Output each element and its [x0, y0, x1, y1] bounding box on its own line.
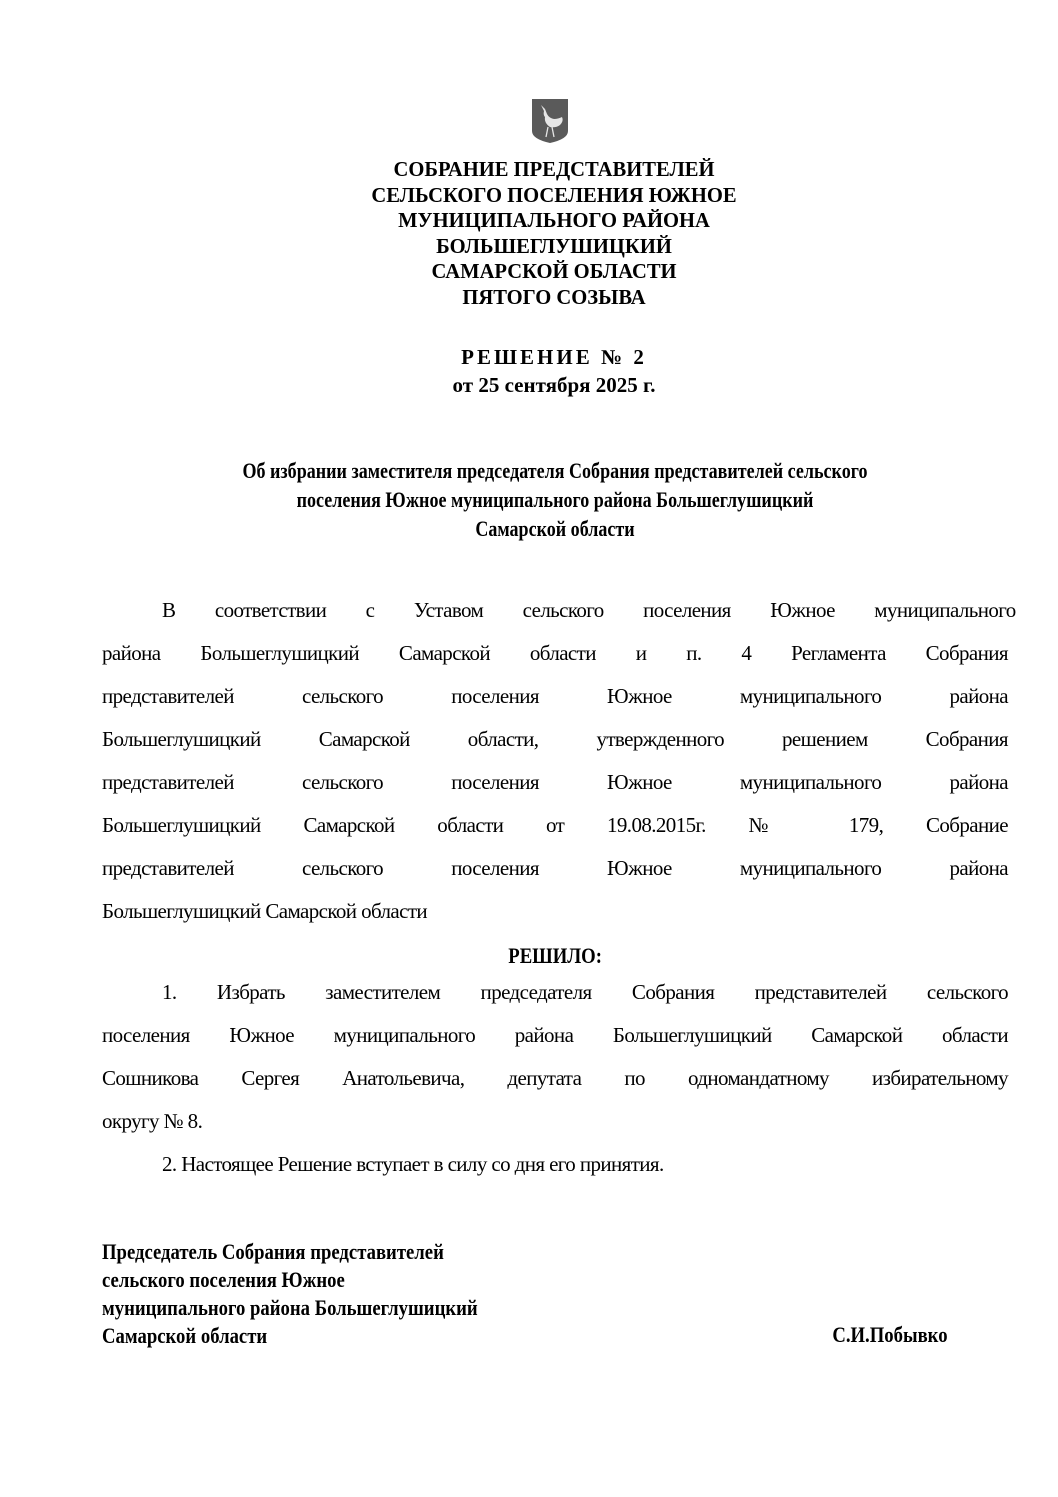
preamble-line: Большеглушицкий Самарской области [102, 899, 428, 923]
decision-number: РЕШЕНИЕ № 2 [461, 345, 647, 369]
resolved-text: РЕШИЛО: [508, 943, 602, 968]
preamble-line: представителей сельского поселения Южное муниципального района [102, 770, 1008, 794]
header-line: ПЯТОГО СОЗЫВА [462, 284, 646, 309]
item-line: округу № 8. [102, 1109, 203, 1133]
item-line: 2. Настоящее Решение вступает в силу со дня его принятия. [162, 1152, 664, 1176]
preamble-line: представителей сельского поселения Южное муниципального района [102, 856, 1008, 880]
item-line: 1. Избрать заместителем председателя Собрания представителей сельского [162, 980, 1008, 1004]
header-line: СЕЛЬСКОГО ПОСЕЛЕНИЯ ЮЖНОЕ [371, 182, 737, 207]
resolved-heading [100, 943, 1010, 969]
title-line: Самарской области [475, 516, 635, 541]
decision-heading [229, 343, 879, 399]
decision-date: от 25 сентября 2025 г. [452, 373, 656, 397]
preamble-line: Большеглушицкий Самарской области, утвержденного решением Собрания [102, 727, 1008, 751]
signatory-name: С.И.Побывко [832, 1322, 948, 1347]
preamble-line: представителей сельского поселения Южное муниципального района [102, 684, 1008, 708]
preamble-line: Большеглушицкий Самарской области от 19.08.2015г. № 179, Собрание [102, 813, 1008, 837]
item-line: поселения Южное муниципального района Большеглушицкий Самарской области [102, 1023, 1008, 1047]
signature-block [102, 1238, 544, 1350]
item-line: Сошникова Сергея Анатольевича, депутата по одномандатному избирательному [102, 1066, 1008, 1090]
preamble-line: района Большеглушицкий Самарской области и п. 4 Регламента Собрания [102, 641, 1008, 665]
title-line: поселения Южное муниципального района Большеглушицкий [296, 487, 814, 512]
signature-line: Председатель Собрания представителей [102, 1239, 444, 1264]
coat-of-arms-emblem [530, 97, 570, 145]
preamble-text: В соответствии с Уставом сельского поселения Южное муниципального [162, 598, 1016, 622]
header-line: САМАРСКОЙ ОБЛАСТИ [431, 259, 677, 283]
signature-line: сельского поселения Южное [102, 1267, 345, 1292]
preamble-line [102, 598, 1016, 623]
signature-line: муниципального района Большеглушицкий [102, 1295, 478, 1320]
signature-line: Самарской области [102, 1323, 268, 1348]
title-line: Об избрании заместителя председателя Собрания представителей сельского [242, 458, 868, 483]
header-line: СОБРАНИЕ ПРЕДСТАВИТЕЛЕЙ [393, 157, 715, 181]
document-title [100, 456, 1010, 543]
header-line: МУНИЦИПАЛЬНОГО РАЙОНА [398, 208, 710, 232]
header-line: БОЛЬШЕГЛУШИЦКИЙ [436, 233, 672, 258]
issuing-authority [229, 157, 879, 310]
